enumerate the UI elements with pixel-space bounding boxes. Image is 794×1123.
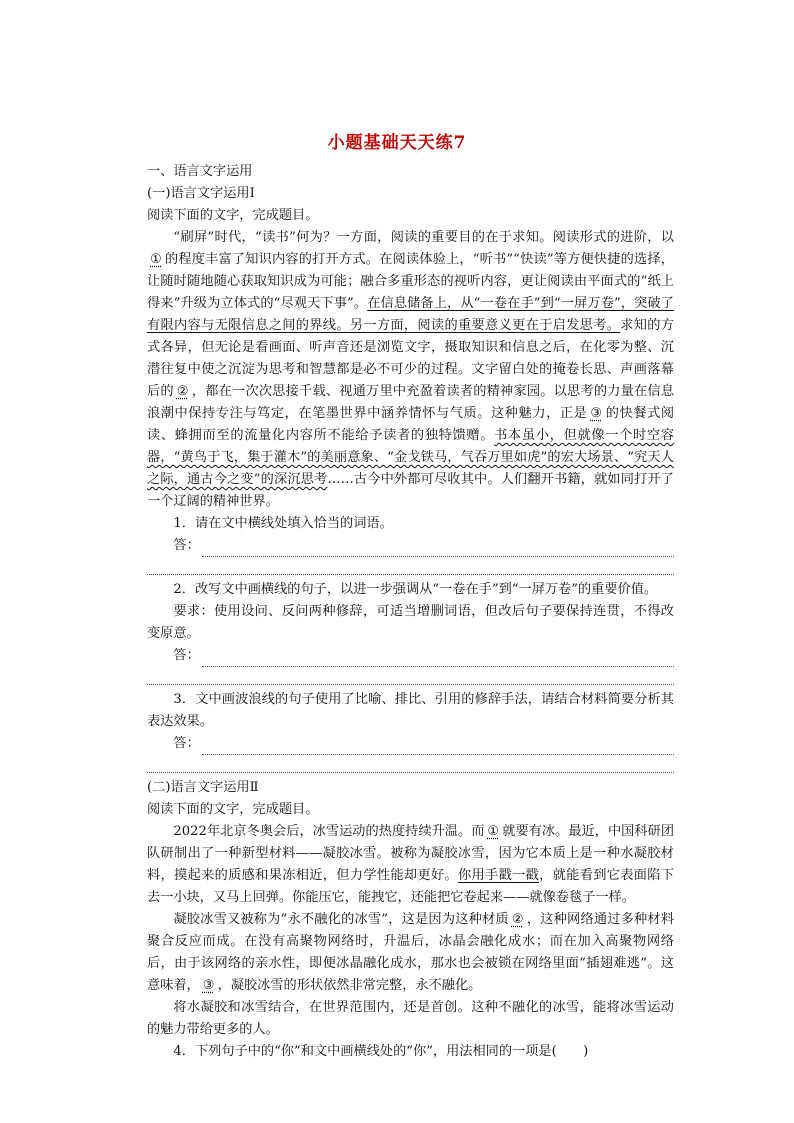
- passage-2-para-3: 将水凝胶和冰雪结合，在世界范围内，还是首创。这种不融化的冰雪，能将冰雪运动的魅力带给更多的人。: [147, 1000, 674, 1037]
- answer-line-1[interactable]: 答：: [147, 535, 674, 557]
- blank-1: ①: [150, 252, 163, 267]
- blank-2: ②: [176, 384, 189, 399]
- answer-line-3[interactable]: 答：: [147, 733, 674, 755]
- answer-line-3b[interactable]: [147, 755, 674, 773]
- question-2-requirement: 要求：使用设问、反问两种修辞，可适当增删词语，但改后句子要保持连贯，不得改变原意。: [147, 604, 674, 641]
- answer-line-1b[interactable]: [147, 557, 674, 575]
- passage-1: “刷屏”时代，“读书”何为？一方面，阅读的重要目的在于求知。阅读形式的进阶，以① 的程度丰富了知识内容的打开方式。在阅读体验上，“听书”“快读”等方便快捷的选择，让随时随地随心获取知识成为可能；融合多重形态的视听内容，更让阅读由平面式的“纸上得来”升级为立体式的“尽观天下事”。在信息储备上，从“一卷在手”到“一屏万卷”，突破了有限内容与无限信息之间的界线。另一方面，阅读的重要意义更在于启发思考。求知的方式各异，但无论是看画面、听声音还是浏览文字，摄取知识和信息之后，在化零为整、沉潜往复中使之沉淀为思考和智慧都是必不可少的过程。文字留白处的掩卷长思、声画落幕后的 ② ，都在一次次思接千载、视通万里中充盈着读者的精神家园。以思考的力量在信息浪潮中保持专注与笃定，在笔墨世界中涵养情怀与气质。这种魅力，正是 ③ 的快餐式阅读、蜂拥而至的流量化内容所不能给予读者的独特馈赠。书本虽小，但就像一个时空容器，“黄鸟于飞，集于灌木”的美丽意象、“金戈铁马，气吞万里如虎”的宏大场景、“究天人之际，通古今之变”的深沉思考……古今中外都可尽收其中。人们翻开书籍，就如同打开了一个辽阔的精神世界。: [147, 230, 675, 509]
- question-2: 2．改写文中画横线的句子，以进一步强调从“一卷在手”到“一屏万卷”的重要价值。: [173, 582, 658, 597]
- passage-2-para-1: 2022年北京冬奥会后，冰雪运动的热度持续升温。而 ① 就要有冰。最近，中国科研团队研制出了一种新型材料——凝胶冰雪。被称为凝胶冰雪，因为它本质上是一种水凝胶材料，摸起来的质感和果冻相近，但力学性能却更好。你用手戳一戳，就能看到它表面陷下去一小块，又马上回弹。你能压它，能拽它，还能把它卷起来——就像卷毯子一样。: [147, 824, 675, 905]
- instruction-2: 阅读下面的文字，完成题目。: [147, 802, 319, 817]
- blank-2: ②: [511, 912, 524, 927]
- answer-line-2b[interactable]: [147, 667, 674, 685]
- blank-1: ①: [487, 824, 500, 839]
- blank-3: ③: [590, 406, 603, 421]
- question-1: 1．请在文中横线处填入恰当的词语。: [173, 516, 393, 531]
- answer-line-2[interactable]: 答：: [147, 645, 674, 667]
- document-body: [147, 161, 674, 1063]
- section-heading: 一、语言文字运用: [147, 164, 253, 179]
- subsection-heading-2: (二)语言文字运用Ⅱ: [147, 780, 259, 795]
- wavy-underlined-sentence: 书本虽小，但就像一个时空容器，“黄鸟于飞，集于灌木”的美丽意象、“金戈铁马，气吞万里如虎”的宏大场景、“究天人之际，通古今之变”的深沉思考: [147, 428, 675, 487]
- question-3: 3．文中画波浪线的句子使用了比喻、排比、引用的修辞手法，请结合材料简要分析其表达效果。: [147, 692, 674, 729]
- passage-2-para-2: 凝胶冰雪又被称为“永不融化的冰雪”，这是因为这种材质 ② ，这种网络通过多种材料聚合反应而成。在没有高聚物网络时，升温后，冰晶会融化成水；而在加入高聚物网络后，由于该网络的亲水性，即便冰晶融化成水，那水也会被锁在网络里面“插翅难逃”。这意味着， ③ ，凝胶冰雪的形状依然非常完整，永不融化。: [147, 912, 675, 993]
- blank-3: ③: [202, 978, 215, 993]
- instruction-1: 阅读下面的文字，完成题目。: [147, 208, 319, 223]
- subsection-heading-1: (一)语言文字运用Ⅰ: [147, 186, 255, 201]
- question-4: 4．下列句子中的“你”和文中画横线处的“你”，用法相同的一项是( ): [173, 1044, 589, 1059]
- underlined-phrase: 你用手戳一戳: [458, 868, 540, 883]
- page-title: 小题基础天天练7: [327, 133, 467, 153]
- underlined-sentence: 在信息储备上，从“一卷在手”到“一屏万卷”，突破了有限内容与无限信息之间的界线。另一方面，阅读的重要意义更在于启发思考。: [147, 296, 674, 333]
